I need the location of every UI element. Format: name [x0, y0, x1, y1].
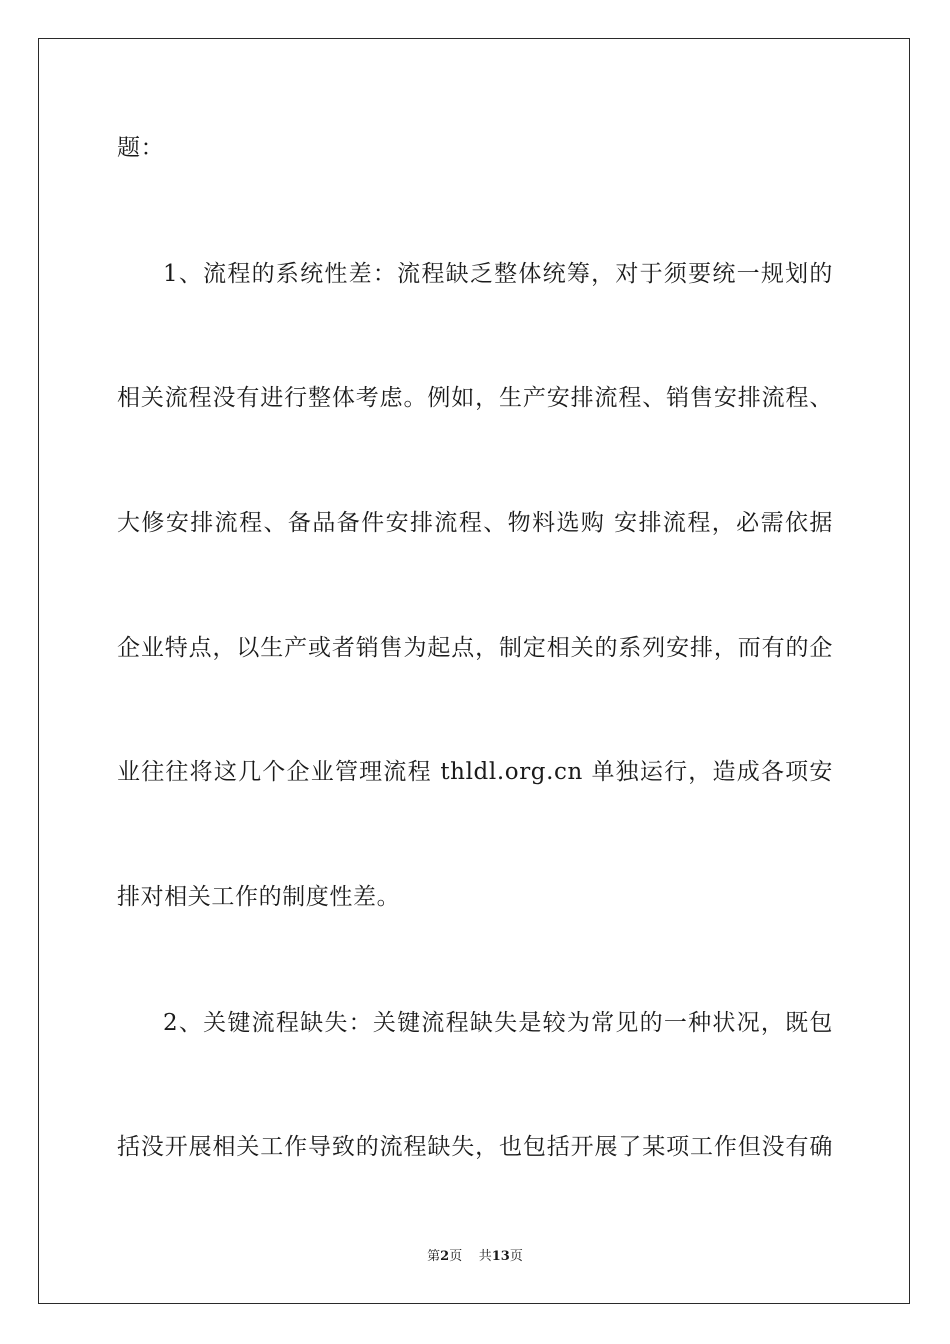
footer-total-prefix: 共 — [478, 1249, 492, 1264]
text-line-4: 大修安排流程、备品备件安排流程、物料选购 安排流程，必需依据 — [117, 510, 833, 536]
text-line-7: 排对相关工作的制度性差。 — [117, 884, 401, 910]
text-line-3: 相关流程没有进行整体考虑。例如，生产安排流程、销售安排流程、 — [117, 385, 833, 411]
footer-page-suffix: 页 — [449, 1249, 463, 1264]
text-line-5: 企业特点，以生产或者销售为起点，制定相关的系列安排，而有的企 — [117, 635, 833, 661]
page-footer — [0, 1248, 950, 1266]
footer-page-prefix: 第 — [427, 1249, 441, 1264]
footer-page-number: 2 — [440, 1249, 450, 1264]
text-line-8: 2、关键流程缺失：关键流程缺失是较为常见的一种状况，既包 — [163, 1010, 833, 1036]
footer-total-suffix: 页 — [509, 1249, 523, 1264]
page-border — [38, 38, 910, 1304]
footer-total-pages: 13 — [491, 1249, 510, 1264]
text-line-1: 题： — [117, 135, 165, 161]
text-line-6: 业往往将这几个企业管理流程 thldl.org.cn 单独运行，造成各项安 — [117, 759, 833, 785]
text-line-2: 1、流程的系统性差：流程缺乏整体统筹，对于须要统一规划的 — [163, 261, 833, 287]
text-line-9: 括没开展相关工作导致的流程缺失，也包括开展了某项工作但没有确 — [117, 1134, 833, 1160]
